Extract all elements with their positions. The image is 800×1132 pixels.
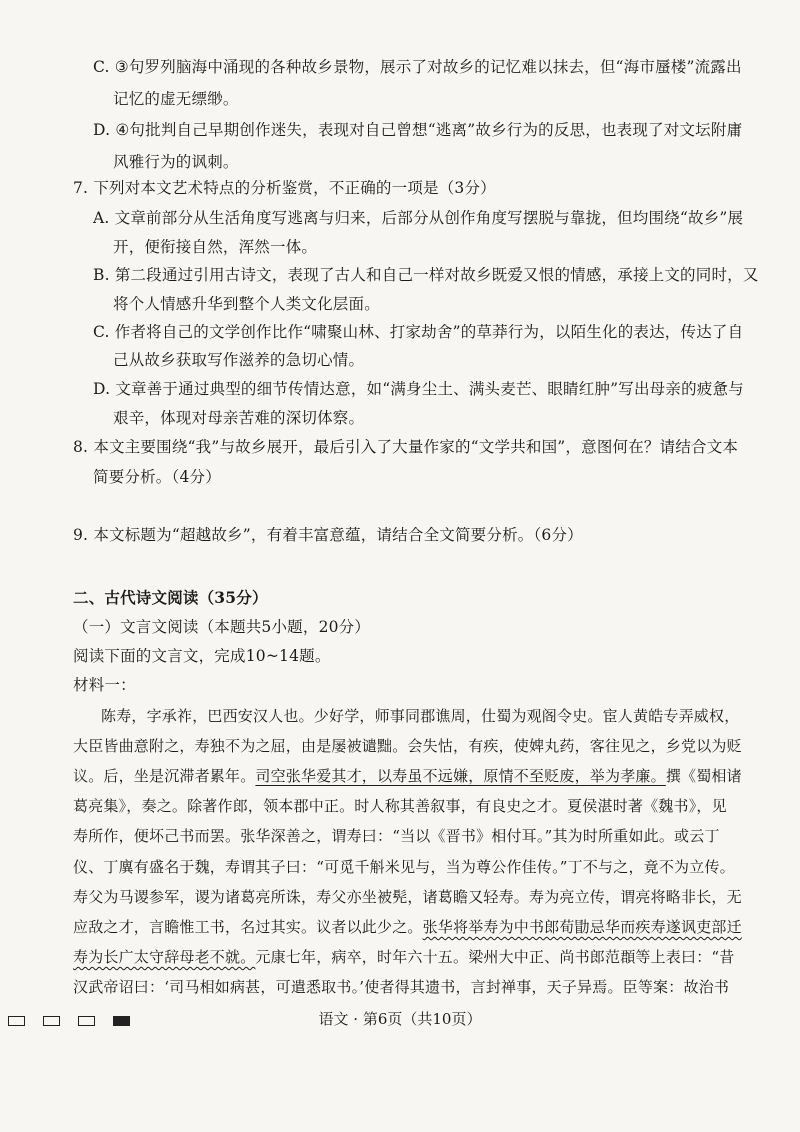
instruction: 阅读下面的文言文，完成10~14题。 <box>73 647 331 665</box>
passage-line: 寿所作，便坏己书而罢。张华深善之，谓寿曰：“当以《晋书》相付耳。”其为时所重如此。或云丁 <box>73 827 720 845</box>
passage-line <box>73 946 734 968</box>
passage-text: 撰《蜀相诸 <box>665 767 742 785</box>
passage-line: 葛亮集》，奏之。除著作郎，领本郡中正。时人称其善叙事，有良史之才。夏侯湛时著《魏书》，见 <box>73 797 727 815</box>
passage-line: 陈寿，字承祚，巴西安汉人也。少好学，师事同郡谯周，仕蜀为观阁令史。宦人黄皓专弄威权， <box>101 707 740 725</box>
q8-line2: 简要分析。（4分） <box>93 468 221 486</box>
q6-option-c-line1: C. ③句罗列脑海中涌现的各种故乡景物，展示了对故乡的记忆难以抹去，但“海市蜃楼”流露出 <box>93 58 742 76</box>
passage-line: 汉武帝诏曰：‘司马相如病甚，可遣悉取书。’使者得其遗书，言封禅事，天子异焉。臣等案：故治书 <box>73 978 730 996</box>
q6-option-d-line1: D. ④句批判自己早期创作迷失，表现对自己曾想“逃离”故乡行为的反思，也表现了对文坛附庸 <box>93 121 743 139</box>
passage-wavy-underlined-sentence: 张华将举寿为中书郎荀勖忌华而疾寿遂讽吏部迁 <box>422 918 742 936</box>
q7-option-b-line1: B. 第二段通过引用古诗文，表现了古人和自己一样对故乡既爱又恨的情感，承接上文的同时，又 <box>93 266 759 284</box>
q8-line1: 8. 本文主要围绕“我”与故乡展开，最后引入了大量作家的“文学共和国”，意图何在？请结合文本 <box>73 438 739 456</box>
passage-line: 仪、丁廙有盛名于魏，寿谓其子曰：“可觅千斛米见与，当为尊公作佳传。”丁不与之，竟不为立传。 <box>73 858 735 876</box>
section-title: 二、古代诗文阅读（35分） <box>73 588 268 607</box>
q9-line1: 9. 本文标题为“超越故乡”，有着丰富意蕴，请结合全文简要分析。（6分） <box>73 526 583 544</box>
q7-stem: 7. 下列对本文艺术特点的分析鉴赏，不正确的一项是（3分） <box>73 179 496 197</box>
page-number: 语文 · 第6页（共10页） <box>318 1010 482 1028</box>
passage-line <box>73 916 742 938</box>
q7-option-b-line2: 将个人情感升华到整个人类文化层面。 <box>113 295 380 313</box>
passage-text: 议。后，坐是沉滞者累年。 <box>73 767 256 785</box>
q6-option-c-line2: 记忆的虚无缥缈。 <box>113 90 239 108</box>
passage-text: 应敌之才，言瞻惟工书，名过其实。议者以此少之。 <box>73 918 423 936</box>
material-label: 材料一： <box>73 676 136 694</box>
q7-option-a-line1: A. 文章前部分从生活角度写逃离与归来，后部分从创作角度写摆脱与靠拢，但均围绕“故乡”展 <box>93 209 744 227</box>
passage-line <box>73 765 742 787</box>
passage-line: 大臣皆曲意附之，寿独不为之屈，由是屡被谴黜。会失怙，有疾，使婢丸药，客往见之，乡党以为贬 <box>73 737 742 755</box>
passage-underlined-sentence: 司空张华爱其才，以寿虽不远嫌，原情不至贬废，举为孝廉。 <box>255 767 666 785</box>
passage-text: 元康七年，病卒，时年六十五。梁州大中正、尚书郎范頵等上表曰：“昔 <box>255 948 735 966</box>
q7-option-a-line2: 开，便衔接自然，浑然一体。 <box>113 238 318 256</box>
passage-line: 寿父为马谡参军，谡为诸葛亮所诛，寿父亦坐被髡，诸葛瞻又轻寿。寿为亮立传，谓亮将略非长，无 <box>73 888 742 906</box>
q7-option-c-line2: 己从故乡获取写作滋养的急切心情。 <box>113 351 365 369</box>
q7-option-d-line2: 艰辛，体现对母亲苦难的深切体察。 <box>113 409 365 427</box>
q7-option-c-line1: C. 作者将自己的文学创作比作“啸聚山林、打家劫舍”的草莽行为，以陌生化的表达，传达了自 <box>93 323 744 341</box>
q6-option-d-line2: 风雅行为的讽刺。 <box>113 153 239 171</box>
q7-option-d-line1: D. 文章善于通过典型的细节传情达意，如“满身尘土、满头麦芒、眼睛红肿”写出母亲的疲惫与 <box>93 380 744 398</box>
passage-wavy-underlined-sentence: 寿为长广太守辞母老不就。 <box>73 948 256 966</box>
subsection-title: （一）文言文阅读（本题共5小题，20分） <box>73 618 371 636</box>
